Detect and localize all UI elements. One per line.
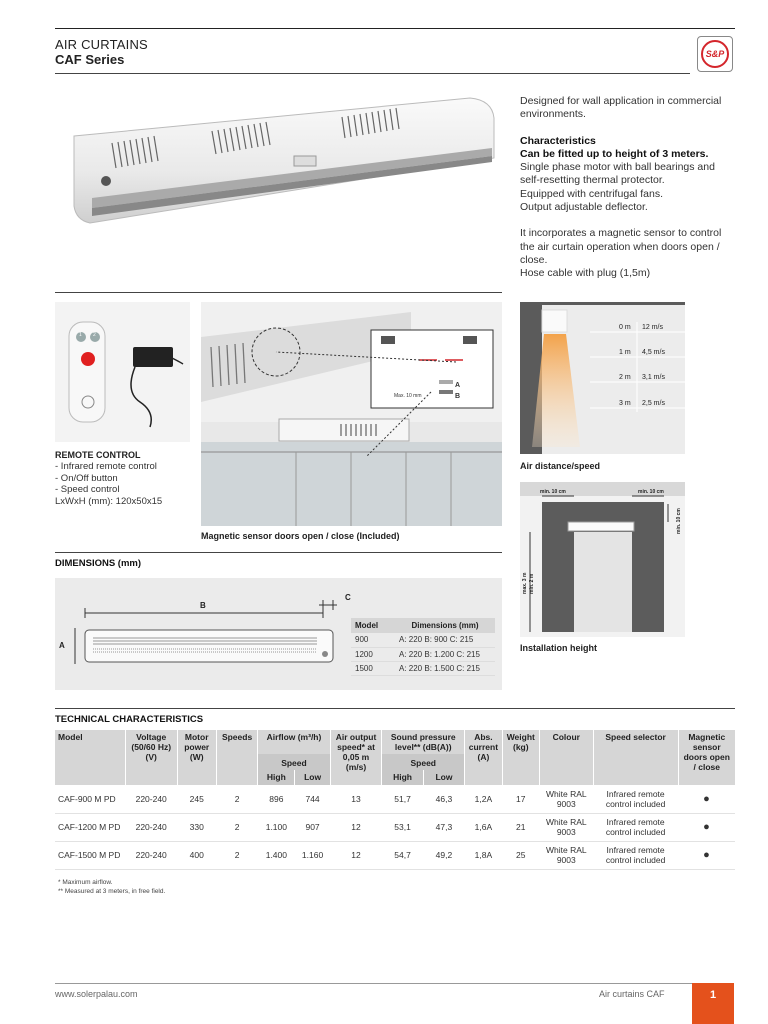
dim-header-model: Model xyxy=(351,618,395,633)
sensor-text: It incorporates a magnetic sensor to control the air curtain operation when doors open / close. xyxy=(520,227,722,266)
sensor-image xyxy=(201,302,502,526)
cell-air-output: 13 xyxy=(330,785,382,813)
logo-mark: S&P xyxy=(701,40,729,68)
cell-colour: White RAL 9003 xyxy=(539,785,593,813)
air-distance-rows xyxy=(520,302,685,454)
cell-air-output: 12 xyxy=(330,841,382,869)
table-notes xyxy=(58,879,165,896)
distance-label: 0 m xyxy=(619,324,631,331)
cell-voltage: 220-240 xyxy=(125,813,177,841)
speed-label: 3,1 m/s xyxy=(642,374,665,381)
dim-model: 1500 xyxy=(351,661,395,675)
cell-voltage: 220-240 xyxy=(125,841,177,869)
footer-doc-name: Air curtains CAF xyxy=(599,989,665,999)
th-airflow-speed: Speed xyxy=(258,754,330,770)
sensor-caption: Magnetic sensor doors open / close (Included) xyxy=(201,531,400,541)
page-title: AIR CURTAINS xyxy=(55,37,148,52)
dimensions-table xyxy=(351,618,495,676)
th-speeds: Speeds xyxy=(216,730,257,785)
top-rule xyxy=(55,28,735,29)
installation-image xyxy=(520,482,685,637)
th-model: Model xyxy=(55,730,125,785)
dim-model: 900 xyxy=(351,633,395,647)
table-row xyxy=(55,841,735,869)
remote-title: REMOTE CONTROL xyxy=(55,450,141,460)
remote-spec: LxWxH (mm): 120x50x15 xyxy=(55,495,163,507)
cell-magnetic: ● xyxy=(678,841,735,869)
cell-motor: 330 xyxy=(177,813,216,841)
table-row xyxy=(55,785,735,813)
th-sound-speed: Speed xyxy=(382,754,465,770)
cell-colour: White RAL 9003 xyxy=(539,813,593,841)
cell-sound-low: 49,2 xyxy=(423,841,464,869)
product-description xyxy=(520,95,735,281)
cell-model: CAF-1200 M PD xyxy=(55,813,125,841)
dim-header-row xyxy=(351,618,495,633)
dim-label-b: B xyxy=(200,601,206,610)
th-air-output: Air output speed* at 0,05 m (m/s) xyxy=(330,730,382,785)
cell-model: CAF-900 M PD xyxy=(55,785,125,813)
cell-airflow-low: 907 xyxy=(295,813,330,841)
feature-line: Equipped with centrifugal fans. xyxy=(520,187,664,200)
cell-sound-high: 54,7 xyxy=(382,841,423,869)
note-line: ** Measured at 3 meters, in free field. xyxy=(58,887,166,895)
page-number: 1 xyxy=(692,983,734,1024)
cell-colour: White RAL 9003 xyxy=(539,841,593,869)
th-selector: Speed selector xyxy=(593,730,678,785)
intro-text: Designed for wall application in commercial environments. xyxy=(520,95,722,121)
dim-header-dims: Dimensions (mm) xyxy=(395,618,495,633)
cell-weight: 17 xyxy=(502,785,539,813)
th-abs: Abs. current (A) xyxy=(465,730,503,785)
dim-values: A: 220 B: 900 C: 215 xyxy=(395,633,495,647)
cell-sound-low: 47,3 xyxy=(423,813,464,841)
th-sound: Sound pressure level** (dB(A)) xyxy=(382,730,465,754)
brand-logo xyxy=(697,36,733,72)
cell-airflow-low: 1.160 xyxy=(295,841,330,869)
technical-table xyxy=(55,730,735,870)
cell-motor: 400 xyxy=(177,841,216,869)
th-airflow-high: High xyxy=(258,770,295,785)
cell-selector: Infrared remote control included xyxy=(593,813,678,841)
dim-values: A: 220 B: 1.200 C: 215 xyxy=(395,647,495,661)
cell-abs: 1,6A xyxy=(465,813,503,841)
cell-magnetic: ● xyxy=(678,785,735,813)
dim-label-a: A xyxy=(59,641,65,650)
footer-website-link[interactable]: www.solerpalau.com xyxy=(55,989,138,999)
cable-text: Hose cable with plug (1,5m) xyxy=(520,267,651,280)
sensor-label-b: B xyxy=(455,393,461,400)
max-height-label: max. 3 m xyxy=(522,572,528,594)
cell-motor: 245 xyxy=(177,785,216,813)
cell-airflow-high: 1.400 xyxy=(258,841,295,869)
section-rule xyxy=(55,292,502,293)
footer-rule xyxy=(55,983,692,984)
product-image xyxy=(62,88,502,238)
cell-speeds: 2 xyxy=(216,813,257,841)
distance-label: 3 m xyxy=(619,400,631,407)
cell-weight: 21 xyxy=(502,813,539,841)
cell-voltage: 220-240 xyxy=(125,785,177,813)
cell-selector: Infrared remote control included xyxy=(593,785,678,813)
speed-label: 4,5 m/s xyxy=(642,349,665,356)
table-row xyxy=(351,661,495,675)
th-weight: Weight (kg) xyxy=(502,730,539,785)
header-rule xyxy=(55,73,690,74)
cell-speeds: 2 xyxy=(216,785,257,813)
air-distance-caption: Air distance/speed xyxy=(520,461,601,471)
remote-btn-2: 2 xyxy=(93,332,96,338)
remote-btn-1: 1 xyxy=(79,332,82,338)
th-magnetic: Magnetic sensor doors open / close xyxy=(678,730,735,785)
dimensions-rule xyxy=(55,552,502,553)
note-line: * Maximum airflow. xyxy=(58,879,113,886)
th-colour: Colour xyxy=(539,730,593,785)
cell-sound-low: 46,3 xyxy=(423,785,464,813)
distance-label: 1 m xyxy=(619,349,631,356)
cell-model: CAF-1500 M PD xyxy=(55,841,125,869)
sensor-label-a: A xyxy=(455,382,461,389)
characteristics-highlight: Can be fitted up to height of 3 meters. xyxy=(520,147,709,160)
sensor-max-label: Max. 10 mm xyxy=(394,393,422,399)
feature-line: Output adjustable deflector. xyxy=(520,201,648,214)
cell-selector: Infrared remote control included xyxy=(593,841,678,869)
speed-label: 2,5 m/s xyxy=(642,400,665,407)
cell-sound-high: 53,1 xyxy=(382,813,423,841)
min-right-label: min. 10 cm xyxy=(638,489,664,495)
remote-spec: - On/Off button xyxy=(55,472,118,484)
cell-abs: 1,2A xyxy=(465,785,503,813)
cell-magnetic: ● xyxy=(678,813,735,841)
min-left-label: min. 10 cm xyxy=(540,489,566,495)
th-voltage: Voltage (50/60 Hz) (V) xyxy=(125,730,177,785)
min-side-label: min. 10 cm xyxy=(676,508,682,534)
cell-weight: 25 xyxy=(502,841,539,869)
remote-spec: - Infrared remote control xyxy=(55,461,157,472)
table-row xyxy=(351,647,495,661)
cell-airflow-high: 896 xyxy=(258,785,295,813)
technical-title: TECHNICAL CHARACTERISTICS xyxy=(55,714,204,725)
distance-label: 2 m xyxy=(619,374,631,381)
cell-air-output: 12 xyxy=(330,813,382,841)
cell-airflow-high: 1.100 xyxy=(258,813,295,841)
table-row xyxy=(55,813,735,841)
characteristics-title: Characteristics xyxy=(520,134,596,147)
dimensions-title: DIMENSIONS (mm) xyxy=(55,558,142,569)
dim-model: 1200 xyxy=(351,647,395,661)
th-airflow: Airflow (m³/h) xyxy=(258,730,330,754)
th-sound-high: High xyxy=(382,770,423,785)
th-motor: Motor power (W) xyxy=(177,730,216,785)
tech-header-row xyxy=(55,730,735,754)
speed-label: 12 m/s xyxy=(642,324,664,331)
cell-abs: 1,8A xyxy=(465,841,503,869)
remote-image xyxy=(55,302,190,442)
technical-rule xyxy=(55,708,735,709)
cell-airflow-low: 744 xyxy=(295,785,330,813)
feature-line: Single phase motor with ball bearings and self-resetting thermal protector. xyxy=(520,161,715,187)
min-height-label: min. 2 m xyxy=(529,573,535,594)
cell-sound-high: 51,7 xyxy=(382,785,423,813)
dim-label-c: C xyxy=(345,593,351,602)
installation-caption: Installation height xyxy=(520,643,598,653)
remote-spec: - Speed control xyxy=(55,484,120,495)
th-sound-low: Low xyxy=(423,770,464,785)
page-subtitle: CAF Series xyxy=(55,52,125,67)
th-airflow-low: Low xyxy=(295,770,330,785)
cell-speeds: 2 xyxy=(216,841,257,869)
table-row xyxy=(351,633,495,647)
remote-specs xyxy=(55,461,162,507)
dim-values: A: 220 B: 1.500 C: 215 xyxy=(395,661,495,675)
